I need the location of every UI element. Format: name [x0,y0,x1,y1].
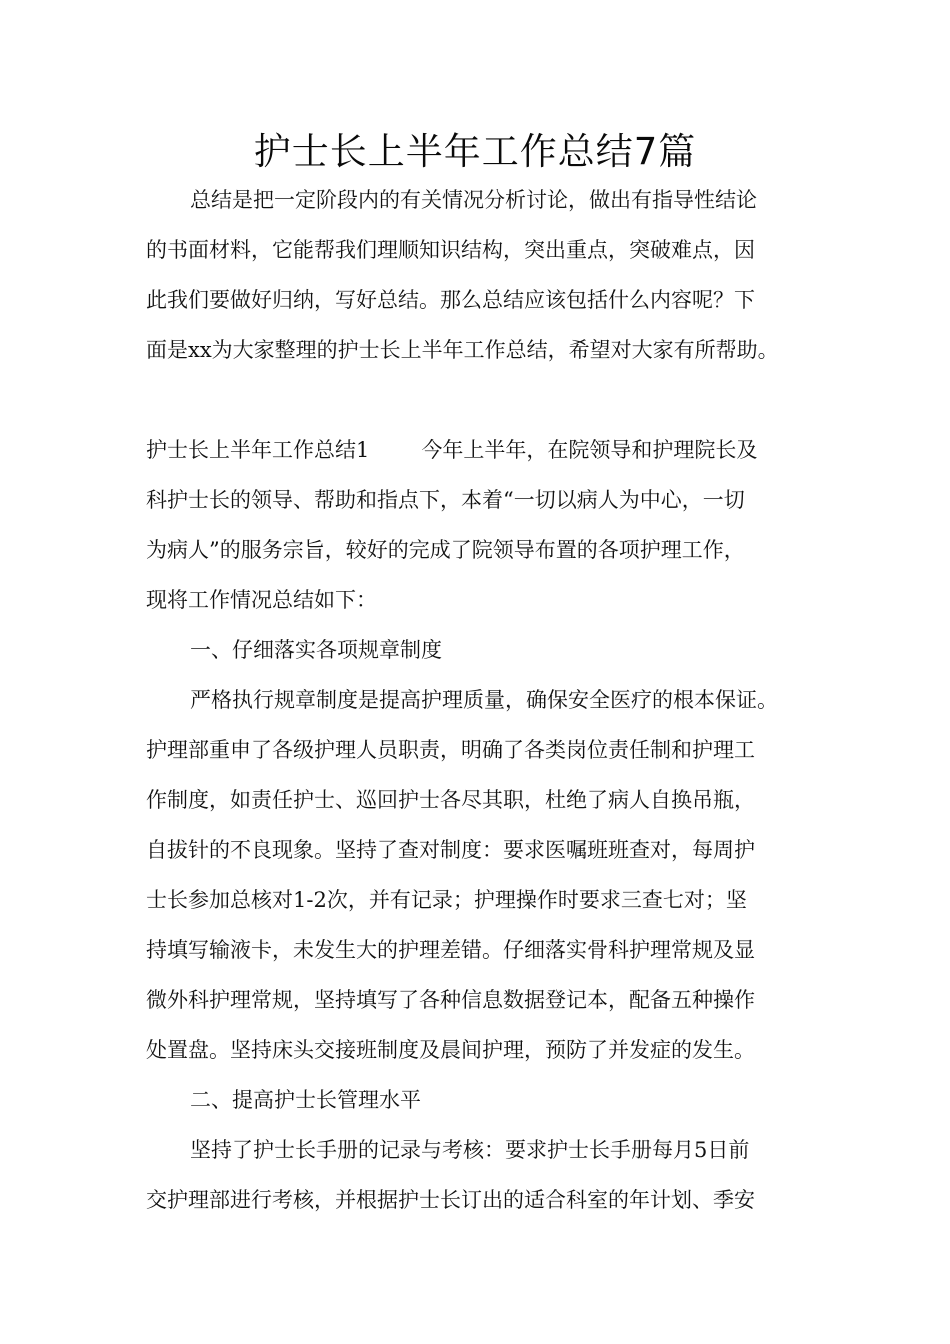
paragraph-line: 的书面材料，它能帮我们理顺知识结构，突出重点，突破难点，因 [146,238,755,262]
document-title: 护士长上半年工作总结7篇 [253,130,697,173]
paragraph-line: 微外科护理常规，坚持填写了各种信息数据登记本，配备五种操作 [146,988,755,1012]
section-heading: 护士长上半年工作总结1 [146,438,370,462]
paragraph-line: 为病人”的服务宗旨，较好的完成了院领导布置的各项护理工作， [146,538,745,562]
paragraph-line: 科护士长的领导、帮助和指点下，本着“一切以病人为中心，一切 [146,488,745,512]
subsection-heading: 一、仔细落实各项规章制度 [190,638,442,662]
paragraph-text: 今年上半年，在院领导和护理院长及 [421,438,758,462]
paragraph-line: 此我们要做好归纳，写好总结。那么总结应该包括什么内容呢？下 [146,288,755,312]
paragraph-line: 坚持了护士长手册的记录与考核：要求护士长手册每月5日前 [190,1138,750,1162]
paragraph-line: 自拔针的不良现象。坚持了查对制度：要求医嘱班班查对，每周护 [146,838,755,862]
paragraph-line: 严格执行规章制度是提高护理质量，确保安全医疗的根本保证。 [190,688,778,712]
paragraph-line: 现将工作情况总结如下： [146,588,377,612]
paragraph-line: 持填写输液卡，未发生大的护理差错。仔细落实骨科护理常规及显 [146,938,755,962]
subsection-heading: 二、提高护士长管理水平 [190,1088,421,1112]
paragraph-line: 士长参加总核对1-2次，并有记录；护理操作时要求三查七对；坚 [146,888,747,912]
section-heading-line [146,436,757,464]
paragraph-line: 处置盘。坚持床头交接班制度及晨间护理，预防了并发症的发生。 [146,1038,755,1062]
paragraph-line: 交护理部进行考核，并根据护士长订出的适合科室的年计划、季安 [146,1188,755,1212]
paragraph-line: 总结是把一定阶段内的有关情况分析讨论，做出有指导性结论 [190,188,757,212]
paragraph-line: 面是xx为大家整理的护士长上半年工作总结，希望对大家有所帮助。 [146,338,779,362]
paragraph-line: 护理部重申了各级护理人员职责，明确了各类岗位责任制和护理工 [146,738,755,762]
paragraph-line: 作制度，如责任护士、巡回护士各尽其职，杜绝了病人自换吊瓶， [146,788,755,812]
